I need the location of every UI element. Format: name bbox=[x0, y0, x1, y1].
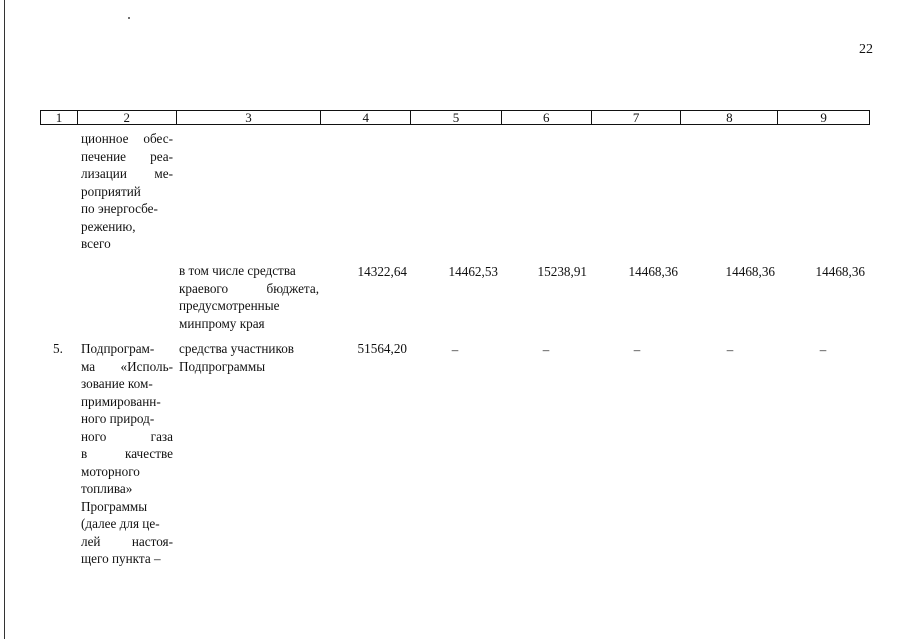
page-number: 22 bbox=[859, 42, 873, 57]
source-line: краевого бюджета, bbox=[179, 280, 319, 296]
name-line: примированн- bbox=[81, 393, 161, 409]
source-line: в том числе средства bbox=[179, 263, 296, 278]
item5-name bbox=[81, 340, 173, 568]
scan-speck bbox=[128, 17, 130, 19]
item5-dash-col6: – bbox=[542, 342, 550, 357]
source-line: Подпрограммы bbox=[179, 358, 266, 374]
name-line: моторного bbox=[81, 463, 140, 479]
name-line: (далее для це- bbox=[81, 516, 160, 531]
item5-number: 5. bbox=[53, 341, 63, 356]
name-line: печение реа- bbox=[81, 148, 173, 164]
scan-edge-line bbox=[4, 0, 5, 639]
name-line: ного газа bbox=[81, 428, 173, 444]
item5-dash-col7: – bbox=[633, 342, 641, 357]
name-line: зование ком- bbox=[81, 376, 153, 391]
header-col-7: 7 bbox=[592, 111, 682, 124]
header-col-9: 9 bbox=[820, 110, 827, 125]
header-col-3: 3 bbox=[177, 111, 322, 124]
name-line: ционное обес- bbox=[81, 131, 173, 146]
header-col-2: 2 bbox=[78, 111, 177, 124]
source-line: предусмотренные bbox=[179, 298, 280, 313]
item5-dash-col9: – bbox=[819, 342, 827, 357]
name-line: лизации ме- bbox=[81, 166, 173, 181]
item5-dash-col8: – bbox=[726, 342, 734, 357]
name-line: ного природ- bbox=[81, 411, 155, 426]
item5-dash-col5: – bbox=[451, 342, 459, 357]
sub-row-value-col7: 14468,36 bbox=[628, 264, 678, 279]
name-line: в качестве bbox=[81, 446, 173, 461]
name-line: топлива» bbox=[81, 481, 133, 496]
sub-row-source bbox=[179, 262, 319, 332]
name-line: ма «Исполь- bbox=[81, 358, 173, 374]
source-line: средства участников bbox=[179, 341, 295, 356]
name-line: Программы bbox=[81, 498, 148, 514]
header-col-6: 6 bbox=[502, 111, 592, 124]
name-line: роприятий bbox=[81, 183, 141, 199]
header-col-4: 4 bbox=[321, 111, 411, 124]
sub-row-value-col9: 14468,36 bbox=[815, 264, 865, 279]
name-line: режению, bbox=[81, 218, 136, 234]
source-line: минпрому края bbox=[179, 315, 265, 331]
name-line: Подпрограм- bbox=[81, 341, 155, 356]
name-line: щего пункта – bbox=[81, 551, 161, 566]
item5-source bbox=[179, 340, 319, 375]
sub-row-value-col6: 15238,91 bbox=[537, 264, 587, 279]
name-line: лей настоя- bbox=[81, 533, 173, 549]
header-col-1: 1 bbox=[41, 111, 78, 124]
name-line: по энергосбе- bbox=[81, 201, 158, 216]
table-header-row bbox=[40, 110, 870, 125]
continued-item-name bbox=[81, 130, 173, 253]
name-line: всего bbox=[81, 236, 111, 251]
item5-value-col4: 51564,20 bbox=[357, 341, 407, 356]
sub-row-value-col5: 14462,53 bbox=[448, 264, 498, 279]
header-col-5: 5 bbox=[411, 111, 502, 124]
header-col-8: 8 bbox=[681, 111, 778, 124]
sub-row-value-col4: 14322,64 bbox=[357, 264, 407, 279]
sub-row-value-col8: 14468,36 bbox=[725, 264, 775, 279]
